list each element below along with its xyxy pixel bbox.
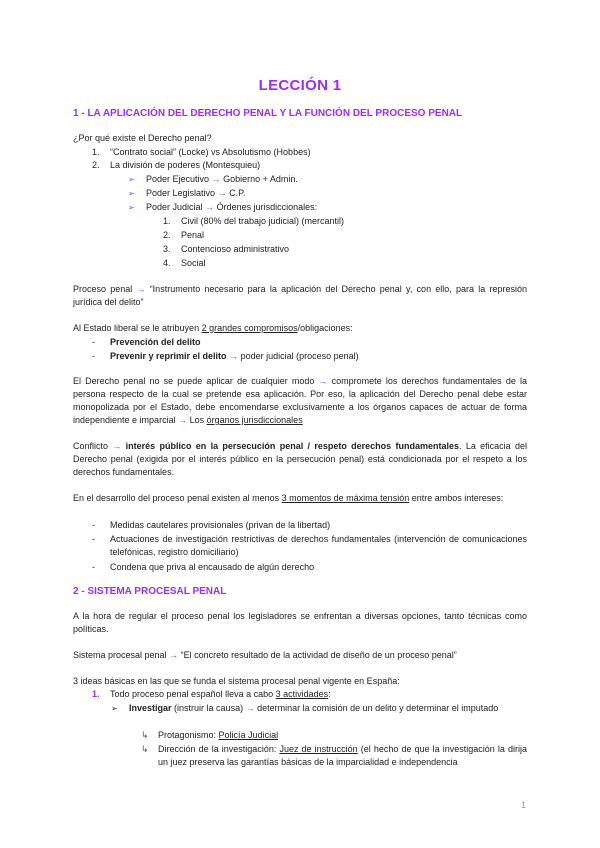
list-item: Protagonismo: Policía Judicial <box>158 730 279 740</box>
list-item: Civil (80% del trabajo judicial) (mercantil) <box>181 216 345 226</box>
paragraph: El Derecho penal no se puede aplicar de cualquier modo → compromete los derechos fundamentales de la persona respecto de la cual se pretende esa aplicación. Por eso, la aplicación del Derecho penal debe estar monopolizada por el Estado, debe encomendarse exclusivamente a los órganos capaces de actuar de forma independiente e imparcial → Los órganos jurisdiccionales <box>73 376 527 425</box>
list-item: La división de poderes (Montesquieu) <box>110 160 261 170</box>
list-number: 1. <box>92 147 100 157</box>
list-item: Poder Judicial → Órdenes jurisdiccionales: <box>146 202 318 212</box>
list-item: Todo proceso penal español lleva a cabo 3 actividades: <box>110 689 331 699</box>
paragraph: Al Estado liberal se le atribuyen 2 grandes compromisos/obligaciones: <box>73 323 353 333</box>
list-item: Poder Legislativo → C.P. <box>146 188 246 198</box>
list-item: “Contrato social” (Locke) vs Absolutismo (Hobbes) <box>110 147 311 157</box>
dash-bullet: - <box>92 562 95 572</box>
right-arrow-icon: → <box>205 202 215 212</box>
arrow-bullet-icon: ➢ <box>128 203 135 212</box>
list-number: 2. <box>163 230 171 240</box>
right-arrow-icon: → <box>136 284 146 294</box>
list-item: Penal <box>181 230 205 240</box>
list-item: Actuaciones de investigación restrictivas de derechos fundamentales (intervención de comunicaciones telefónicas, registro domiciliario) <box>110 534 527 557</box>
list-number: 1. <box>163 216 171 226</box>
right-arrow-icon: → <box>229 351 239 361</box>
right-arrow-icon: → <box>245 703 255 713</box>
list-item: Medidas cautelares provisionales (privan de la libertad) <box>110 520 331 530</box>
list-number: 1. <box>92 689 100 699</box>
paragraph: Conflicto → interés público en la persecución penal / respeto derechos fundamentales. La eficacia del Derecho penal (exigida por el interés público en la persecución penal) está condicionada por el respeto a los derechos fundamentales. <box>73 441 527 477</box>
dash-bullet: - <box>92 337 95 347</box>
right-arrow-icon: → <box>217 188 227 198</box>
arrow-bullet-icon: ➢ <box>128 189 135 198</box>
right-arrow-icon: → <box>112 441 122 451</box>
paragraph: Sistema procesal penal → “El concreto resultado de la actividad de diseño de un proceso penal” <box>73 650 457 660</box>
list-item: Condena que priva al encausado de algún derecho <box>110 562 315 572</box>
paragraph: A la hora de regular el proceso penal los legisladores se enfrentan a diversas opciones, tanto técnicas como políticas. <box>73 611 527 634</box>
page-number: 1 <box>521 800 527 810</box>
dash-bullet: - <box>92 351 95 361</box>
paragraph: Proceso penal → “Instrumento necesario para la aplicación del Derecho penal y, con ello, para la represión jurídica del delito” <box>73 284 527 307</box>
list-item: Contencioso administrativo <box>181 244 290 254</box>
question-text: ¿Por qué existe el Derecho penal? <box>73 133 212 143</box>
sub-arrow-icon: ↳ <box>141 744 149 754</box>
sub-arrow-icon: ↳ <box>141 730 149 740</box>
page-title: LECCIÓN 1 <box>258 77 342 94</box>
list-item: Investigar (instruir la causa) → determinar la comisión de un delito y determinar el imputado <box>129 703 499 713</box>
right-arrow-icon: → <box>211 174 221 184</box>
section-2-heading: 2 - SISTEMA PROCESAL PENAL <box>73 586 227 597</box>
dash-bullet: - <box>92 520 95 530</box>
arrow-bullet-icon: ➢ <box>128 175 135 184</box>
list-item: Prevenir y reprimir el delito → poder judicial (proceso penal) <box>110 351 359 361</box>
list-item: Prevención del delito <box>110 337 201 347</box>
paragraph: 3 ideas básicas en las que se funda el sistema procesal penal vigente en España: <box>73 676 400 686</box>
list-number: 3. <box>163 244 171 254</box>
section-1-heading: 1 - LA APLICACIÓN DEL DERECHO PENAL Y LA FUNCIÓN DEL PROCESO PENAL <box>73 108 463 119</box>
dash-bullet: - <box>92 534 95 544</box>
right-arrow-icon: → <box>178 415 188 425</box>
list-item: Social <box>181 258 206 268</box>
right-arrow-icon: → <box>318 376 328 386</box>
list-number: 2. <box>92 160 100 170</box>
paragraph: En el desarrollo del proceso penal existen al menos 3 momentos de máxima tensión entre ambos intereses: <box>73 493 504 503</box>
list-item: Poder Ejecutivo → Gobierno + Admin. <box>146 174 298 184</box>
list-number: 4. <box>163 258 171 268</box>
right-arrow-icon: → <box>169 650 179 660</box>
arrow-bullet-icon: ➢ <box>111 704 118 713</box>
list-item: Dirección de la investigación: Juez de instrucción (el hecho de que la investigación la dirija un juez preserva las garantías básicas de la imparcialidad e independencia <box>158 744 527 767</box>
